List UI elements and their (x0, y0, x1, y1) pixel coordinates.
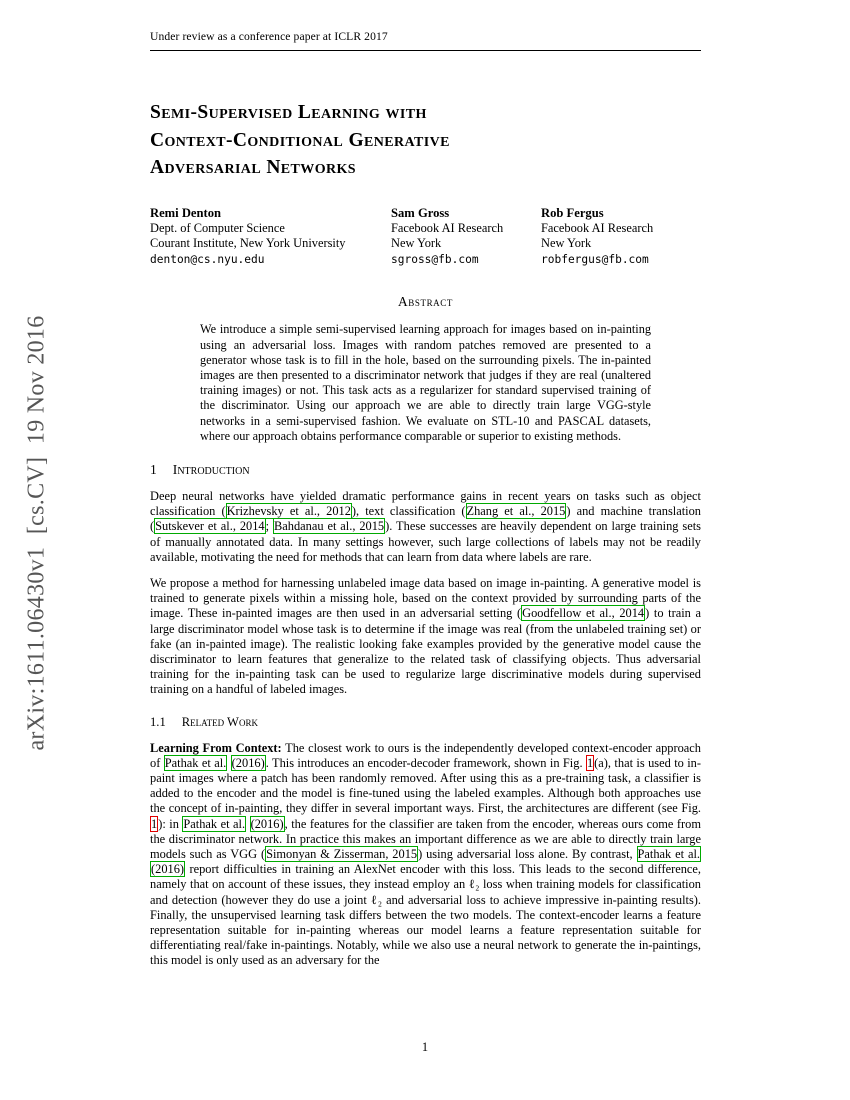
text-segment: (a), that is used to in-paint images where a patch has been randomly removed. After using this as a pre-training task, a classifier is added to the encoder and the model is fine-tuned using the labeled examples. Although both approaches use the concept of in-painting, they differ in several important ways. First, the architectures are different (see Fig. (150, 755, 702, 816)
citation-link[interactable]: Goodfellow et al., 2014 (522, 606, 645, 621)
text-segment: ), text classification ( (351, 504, 466, 519)
page-number: 1 (421, 1040, 429, 1054)
section-title: Related Work (181, 714, 258, 729)
citation-link[interactable]: (2016) (151, 862, 185, 877)
header-rule (150, 50, 701, 51)
figure-ref-link[interactable]: 1 (586, 755, 594, 770)
title-line: Context-Conditional Generative (150, 129, 450, 151)
citation-link[interactable]: Bahdanau et al., 2015 (273, 519, 385, 534)
citation-link[interactable]: Pathak et al. (637, 847, 700, 861)
abstract-body: We introduce a simple semi-supervised learning approach for images based on in-painting using an adversarial loss. Images with random patches removed are presented to a generator whose task is to fill in the hole, based on the surrounding pixels. The in-painted images are then presented to a discriminator network that judges if they are real (unaltered training images) or not. This task acts as a regularizer for standard supervised training of the discriminator. Using our approach we are able to directly train large VGG-style networks in a semi-supervised fashion. We evaluate on STL-10 and PASCAL datasets, where our approach obtains performance comparable or superior to existing methods. (200, 322, 651, 443)
text-segment: We propose a method for harnessing unlabeled image data based on image in-painting. A generative model is trained to generate pixels within a missing hole, based on the context provided by surrounding parts of the image. These in-painted images are then used in an adversarial setting ( (150, 575, 701, 621)
author-name: Remi Denton (150, 205, 222, 220)
section-title: Introduction (172, 461, 250, 477)
author-name: Rob Fergus (541, 205, 604, 220)
text-segment: ) to train a large discriminator model whose task is to determine if the image was real (from the unlabeled training set) or fake (an in-painted image). The realistic looking fake examples provided by the generative model cause the discriminator to learn features that generalize to the related task of classifying objects. Thus adversarial training for the in-painting task can be used to regularize large discriminative models during supervised training on a handful of labeled images. (150, 606, 702, 697)
author-block (391, 206, 541, 268)
citation-link[interactable]: Krizhevsky et al., 2012 (226, 504, 351, 519)
paper-content-column (150, 30, 701, 969)
author-block (541, 206, 701, 268)
text-segment: ) using adversarial loss alone. By contrast, (418, 847, 637, 861)
author-affiliation: Courant Institute, New York University (150, 235, 346, 250)
author-list (150, 206, 701, 268)
related-work-paragraph-1 (150, 741, 701, 969)
paper-title (150, 99, 701, 182)
section-heading-related-work (150, 715, 701, 730)
review-header: Under review as a conference paper at ICLR 2017 (150, 30, 388, 43)
author-block (150, 206, 391, 268)
text-segment: Learning From Context: (150, 740, 282, 755)
figure-ref-link[interactable]: 1 (151, 816, 158, 831)
author-email: denton@cs.nyu.edu (150, 253, 265, 267)
citation-link[interactable]: (2016) (250, 816, 284, 831)
author-affiliation: Facebook AI Research (541, 220, 654, 235)
author-affiliation: Facebook AI Research (391, 220, 504, 235)
section-heading-introduction (150, 462, 701, 478)
author-affiliation: Dept. of Computer Science (150, 220, 285, 235)
arxiv-watermark: arXiv:1611.06430v1 [cs.CV] 19 Nov 2016 (23, 315, 50, 751)
text-segment: The closest work to ours is the independently developed context-encoder approach of (150, 740, 701, 770)
text-segment: , the features for the classifier are taken from the encoder, whereas ours come from the discriminator network. In practice this makes an important difference as we are able to directly train large models such as VGG ( (150, 816, 702, 861)
title-line: Semi-Supervised Learning with (150, 102, 427, 123)
author-affiliation: New York (391, 235, 442, 250)
author-email: sgross@fb.com (391, 253, 479, 267)
author-email: robfergus@fb.com (541, 253, 649, 267)
intro-paragraph-1 (150, 489, 701, 565)
citation-link[interactable]: Zhang et al., 2015 (466, 504, 566, 519)
citation-link[interactable]: Simonyan & Zisserman, 2015 (266, 847, 418, 861)
citation-link[interactable]: Pathak et al. (164, 755, 227, 770)
intro-paragraph-2 (150, 576, 701, 698)
citation-link[interactable]: Pathak et al. (183, 816, 246, 831)
title-line: Adversarial Networks (150, 157, 356, 178)
text-segment: ; (265, 519, 273, 534)
text-segment: report difficulties in training an AlexNet encoder with this loss. This leads to the second difference, namely that on account of these issues, they instead employ an ℓ₂ loss when training models for classification and detection (however they do use a joint ℓ₂ and adversarial loss to achieve impressive in-painting results). Finally, the unsupervised learning task differs between the two models. The context-encoder learns a feature representation suitable for in-painting whereas our model learns a feature representation suitable for differentiating real/fake in-paintings. Notably, while we also use a neural network to generate the in-paintings, this model is only used as an adversary for the (150, 862, 701, 968)
citation-link[interactable]: Sutskever et al., 2014 (155, 519, 265, 534)
text-segment: ): in (158, 816, 183, 831)
author-affiliation: New York (541, 235, 592, 250)
citation-link[interactable]: (2016) (231, 755, 265, 770)
abstract-heading: Abstract (398, 294, 453, 310)
text-segment: ). These successes are heavily dependent on large training sets of manually annotated data. In many settings however, such large collections of labels may not be readily available, motivating the need for methods that can learn from data where labels are rare. (150, 519, 702, 564)
text-segment: . This introduces an encoder-decoder framework, shown in Fig. (265, 755, 586, 770)
text-segment: Deep neural networks have yielded dramatic performance gains in recent years on tasks such as object classification ( (150, 488, 701, 519)
author-name: Sam Gross (391, 205, 450, 220)
section-number: 1.1 (150, 714, 166, 729)
text-segment: ) and machine translation ( (150, 504, 701, 534)
section-number: 1 (150, 461, 157, 477)
